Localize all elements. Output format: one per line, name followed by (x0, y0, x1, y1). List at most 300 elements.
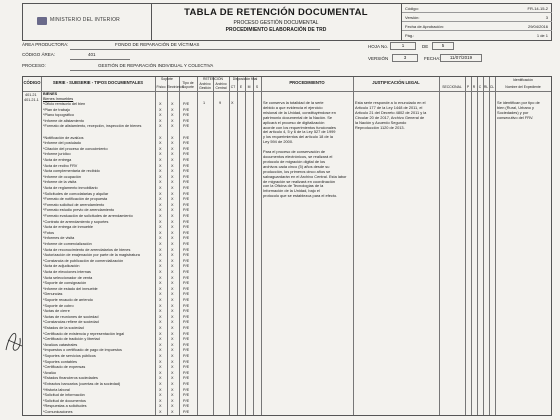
header-clasif-p: P (466, 85, 470, 89)
support-mark: X (171, 410, 174, 414)
support-mark: X (159, 376, 162, 381)
col-divider (197, 77, 198, 415)
document-type-item: *Acta de adjudicación (43, 264, 80, 269)
support-mark: X (171, 107, 174, 112)
support-mark: X (171, 398, 174, 403)
support-type-mark: P/E (183, 180, 190, 185)
document-subtitle-2: PROCEDIMIENTO ELABORACIÓN DE TRD (225, 27, 327, 33)
support-mark: X (171, 359, 174, 364)
subseries-code: 401.21.1 (24, 98, 39, 102)
col-divider (167, 77, 168, 415)
series-name: BIENES (43, 92, 58, 96)
version-value: 3 (392, 54, 418, 62)
support-mark: X (171, 169, 174, 174)
support-mark: X (171, 326, 174, 330)
document-type-item: *Estados de la sociedad (43, 326, 84, 330)
document-type-item: *Actas de reuniones de sociedad (43, 314, 99, 319)
header-justificacion: JUSTIFICACIÓN LEGAL (372, 80, 420, 85)
header-soporte-electronico: Electrónico (167, 85, 184, 89)
support-mark: X (171, 370, 174, 375)
document-type-item: *Acta de reglamento inmobiliario (43, 186, 98, 190)
support-mark: X (159, 191, 162, 196)
support-mark: X (159, 270, 162, 274)
document-type-item: *Informe de ocupación (43, 174, 81, 179)
support-mark: X (159, 186, 162, 190)
document-type-item: *Notificación de avalúos (43, 135, 84, 140)
area-label: ÁREA PRODUCTORA: (22, 42, 69, 47)
support-mark: X (171, 214, 174, 218)
col-divider (155, 77, 156, 415)
support-mark: X (159, 309, 162, 314)
support-mark: X (159, 135, 162, 140)
support-type-mark: P/E (183, 348, 190, 353)
header-serie: SERIE - SUBSERIE - TIPOS DOCUMENTALES (52, 80, 144, 85)
support-mark: X (159, 387, 162, 392)
support-type-mark: P/E (183, 107, 190, 112)
support-mark: X (159, 253, 162, 258)
support-type-mark: P/E (183, 258, 190, 263)
support-mark: X (159, 236, 162, 241)
support-mark: X (171, 141, 174, 146)
support-mark: X (159, 242, 162, 246)
disposition-mark: X (231, 101, 234, 105)
col-divider (237, 77, 238, 415)
support-type-mark: P/E (183, 303, 190, 308)
support-mark: X (171, 292, 174, 297)
header-divider (23, 91, 551, 92)
area-value: FONDO DE REPARACIÓN DE VÍCTIMAS (115, 42, 200, 47)
document-type-item: *Soportes de servicios públicos (43, 354, 96, 358)
document-type-item: *Soportes contables (43, 359, 77, 364)
support-mark: X (171, 146, 174, 151)
document-type-item: *Autorización de enajenación por parte de la magistratura (43, 253, 140, 258)
document-type-item: *Actas de cierre (43, 309, 70, 314)
document-type-item: *Formato solicitud de arrendamiento (43, 202, 105, 207)
support-type-mark: P/E (183, 398, 190, 403)
col-divider (245, 77, 246, 415)
support-mark: X (159, 158, 162, 162)
support-type-mark: P/E (183, 342, 190, 347)
support-mark: X (171, 320, 174, 325)
document-type-item: *Acta complementaria de recibido (43, 169, 100, 174)
codigo-value: 401 (88, 52, 96, 57)
support-mark: X (159, 169, 162, 174)
document-type-item: *Informe del postulado (43, 141, 81, 146)
document-type-item: *Comunicaciones (43, 410, 73, 414)
header-disposicion: Disposición final (232, 77, 258, 81)
document-type-item: *Acta de recibo FRV (43, 163, 78, 168)
document-subtitle: PROCESO GESTIÓN DOCUMENTAL (233, 20, 319, 26)
support-mark: X (159, 331, 162, 336)
series-code: 401.21 (25, 93, 37, 97)
document-type-item: *Formato evaluación de solicitudes de arrendamiento (43, 214, 133, 218)
document-type-item: *Citación del proceso de conocimiento (43, 146, 108, 151)
support-mark: X (159, 398, 162, 403)
support-mark: X (159, 337, 162, 342)
header-tipo-soporte: Tipo de Soporte (182, 81, 194, 89)
support-mark: X (171, 393, 174, 398)
support-type-mark: P/E (183, 331, 190, 336)
support-mark: X (171, 135, 174, 140)
support-mark: X (159, 174, 162, 179)
meta-key: Código: (405, 5, 419, 11)
support-mark: X (171, 180, 174, 185)
logo-text: MINISTERIO DEL INTERIOR (50, 17, 120, 23)
support-type-mark: P/E (183, 326, 190, 330)
meta-row (402, 31, 552, 39)
support-mark: X (171, 225, 174, 230)
support-type-mark: P/E (183, 225, 190, 230)
document-type-item: *Informe de la visita (43, 180, 77, 185)
support-type-mark: P/E (183, 214, 190, 218)
col-divider (439, 77, 440, 415)
support-mark: X (171, 202, 174, 207)
support-type-mark: P/E (183, 320, 190, 325)
procedimiento-text: Se conserva la totalidad de la serie debido a que evidencia el ejercicio misional de la Unidad, constituyéndose en patrimonio documental de la Nación. Se aplicará el proceso de digitalización acorde con los requerimientos funcionales del artículo 4, 5 y 6 de la Ley 527 de 1999 y los requerimientos del artículo 18 de la Ley 594 de 2000. Para el proceso de conservación de documentos electrónicos, se realizará el protocolo de migración digital de los archivos cada cinco (5) años desde su producción, los primeros cinco años se salvaguardarán en el Archivo Central. Esta labor de migración se realizará en coordinación con la Oficina de Tecnologías de la Información de la Unidad, bajo el protocolo que se establezca para el efecto. (263, 100, 347, 199)
support-mark: X (159, 247, 162, 252)
support-type-mark: P/E (183, 236, 190, 241)
support-mark: X (159, 354, 162, 358)
document-title: TABLA DE RETENCIÓN DOCUMENTAL (184, 7, 368, 18)
header-clasif-r: R (472, 85, 476, 89)
support-type-mark: P/E (183, 253, 190, 258)
support-mark: X (159, 118, 162, 123)
support-mark: X (171, 286, 174, 291)
meta-key: Pág.: (405, 32, 415, 38)
support-mark: X (159, 102, 162, 106)
meta-row (402, 4, 552, 13)
document-type-item: *Acta de entrega de inmueble (43, 225, 94, 230)
support-type-mark: P/E (183, 264, 190, 269)
support-type-mark: P/E (183, 202, 190, 207)
support-type-mark: P/E (183, 191, 190, 196)
handwritten-signature-icon (2, 300, 26, 360)
support-type-mark: P/E (183, 292, 190, 297)
support-type-mark: P/E (183, 169, 190, 174)
support-mark: X (159, 370, 162, 375)
col-divider (353, 77, 354, 415)
header-clasif-seccional: SECCIONAL (442, 85, 462, 89)
document-type-item: *Soporte recaudo de arriendo (43, 298, 93, 302)
support-type-mark: P/E (183, 286, 190, 291)
support-mark: X (171, 158, 174, 162)
support-mark: X (171, 208, 174, 213)
meta-row (402, 22, 552, 31)
document-type-item: *Certificado de existencia y representación legal (43, 331, 125, 336)
support-type-mark: P/E (183, 113, 190, 118)
support-mark: X (159, 107, 162, 112)
support-mark: X (159, 320, 162, 325)
support-type-mark: P/E (183, 382, 190, 386)
support-type-mark: P/E (183, 146, 190, 151)
support-mark: X (159, 348, 162, 353)
area-underline (70, 49, 320, 50)
support-type-mark: P/E (183, 102, 190, 106)
document-type-item: *Formato de notificación de propuesta (43, 197, 108, 202)
header-clasif-cl: CL (489, 85, 495, 89)
title-cell (151, 4, 401, 40)
col-divider (179, 77, 180, 415)
support-mark: X (171, 331, 174, 336)
support-mark: X (171, 354, 174, 358)
support-mark: X (159, 124, 162, 129)
support-mark: X (171, 152, 174, 157)
support-mark: X (171, 404, 174, 409)
document-type-item: *Acta de reconocimiento de arrendatarios de bienes (43, 247, 131, 252)
header-disp-m: M (247, 85, 251, 89)
document-type-item: *Plan de trabajo (43, 107, 71, 112)
document-type-item: *Historia laboral (43, 387, 70, 392)
retention-gestion-value: 1 (203, 101, 206, 105)
document-type-item: *Informe de comercialización (43, 242, 92, 246)
logo-cell (23, 4, 152, 40)
header-nombre-expediente: Nombre del Expediente (505, 85, 541, 89)
support-mark: X (159, 382, 162, 386)
codigo-underline (70, 59, 130, 60)
support-mark: X (171, 163, 174, 168)
support-mark: X (171, 236, 174, 241)
document-type-item: *Solicitud de información (43, 393, 85, 398)
document-type-item: *Soporte de cobro (43, 303, 74, 308)
support-type-mark: P/E (183, 359, 190, 364)
document-type-item: *Certificado de expensas (43, 365, 86, 370)
header-soporte-fisico: Físico (156, 85, 166, 89)
document-type-item: *Extractos bancarios (cuentas de la sociedad) (43, 382, 121, 386)
support-type-mark: P/E (183, 174, 190, 179)
support-mark: X (171, 382, 174, 386)
support-mark: X (159, 113, 162, 118)
support-mark: X (171, 298, 174, 302)
header-disp-ct: CT (230, 85, 236, 89)
support-mark: X (171, 342, 174, 347)
support-type-mark: P/E (183, 337, 190, 342)
col-divider (495, 77, 496, 415)
col-divider (41, 77, 42, 415)
support-mark: X (159, 286, 162, 291)
support-type-mark: P/E (183, 370, 190, 375)
support-mark: X (171, 264, 174, 269)
col-divider (477, 77, 478, 415)
support-type-mark: P/E (183, 314, 190, 319)
hoja-label: HOJA No. (368, 44, 389, 49)
document-type-item: *Solicitudes de comodatarias y alquilar (43, 191, 109, 196)
support-type-mark: P/E (183, 275, 190, 280)
identificacion-text: Se identifican por tipo de bien (Rural, Urbano y Sociedades) y por consecutivo del FRV. (497, 100, 540, 120)
header-ret-central: Archivo Central (215, 82, 227, 90)
meta-value: 3 (545, 14, 548, 20)
col-divider (213, 77, 214, 415)
ministry-logo-icon (37, 17, 47, 25)
support-mark: X (159, 314, 162, 319)
meta-row (402, 13, 552, 22)
support-type-mark: P/E (183, 393, 190, 398)
support-mark: X (159, 152, 162, 157)
support-type-mark: P/E (183, 135, 190, 140)
support-mark: X (171, 113, 174, 118)
document-type-item: *Impuestos o certificado de pago de impuestos (43, 348, 122, 353)
col-divider (261, 77, 262, 415)
support-type-mark: P/E (183, 152, 190, 157)
subseries-name: Bienes Inmuebles (43, 97, 74, 101)
document-type-item: *Contrato de arrendamiento y soportes (43, 219, 109, 224)
document-type-item: *Constancia de publicación de comercialización (43, 258, 124, 263)
fecha-label: FECHA: (424, 56, 441, 61)
document-type-item: *Acta de entrega (43, 158, 72, 162)
support-mark: X (159, 410, 162, 414)
support-type-mark: P/E (183, 247, 190, 252)
support-mark: X (159, 230, 162, 235)
support-type-mark: P/E (183, 410, 190, 414)
support-mark: X (171, 314, 174, 319)
support-type-mark: P/E (183, 242, 190, 246)
col-divider (489, 77, 490, 415)
support-mark: X (159, 141, 162, 146)
support-mark: X (159, 197, 162, 202)
header-clasif-c: C (478, 85, 482, 89)
support-mark: X (171, 197, 174, 202)
support-mark: X (171, 337, 174, 342)
support-type-mark: P/E (183, 208, 190, 213)
support-mark: X (171, 309, 174, 314)
support-mark: X (171, 365, 174, 370)
meta-cell (401, 4, 552, 40)
hoja-value: 1 (390, 42, 416, 50)
support-mark: X (159, 303, 162, 308)
support-type-mark: P/E (183, 124, 190, 129)
support-mark: X (171, 118, 174, 123)
support-type-mark: P/E (183, 281, 190, 286)
document-type-item: *Soporte de consignación (43, 281, 87, 286)
support-type-mark: P/E (183, 354, 190, 358)
support-mark: X (171, 102, 174, 106)
document-type-item: *Acta seleccionador de venta (43, 275, 93, 280)
support-mark: X (171, 124, 174, 129)
meta-key: Fecha de Aprobación: (405, 23, 444, 29)
proceso-value: GESTIÓN DE REPARACIÓN INDIVIDUAL Y COLECTIVA (98, 63, 214, 68)
header-disp-s: S (255, 85, 259, 89)
support-mark: X (159, 264, 162, 269)
document-type-item: *Oficio remisorio del bien (43, 102, 86, 106)
meta-key: Versión: (405, 14, 420, 20)
document-type-item: *Estados financieros sociedades (43, 376, 98, 381)
support-mark: X (159, 342, 162, 347)
header-procedimiento: PROCEDIMIENTO (289, 80, 325, 85)
document-type-item: *Denuncias (43, 292, 63, 297)
document-type-item: *Respuestas a solicitudes (43, 404, 87, 409)
support-mark: X (159, 219, 162, 224)
support-type-mark: P/E (183, 163, 190, 168)
document-type-item: *Informe de alistamiento (43, 118, 84, 123)
retention-table (22, 76, 552, 416)
version-label: VERSIÓN (368, 56, 389, 61)
support-type-mark: P/E (183, 230, 190, 235)
header-retencion: RETENCIÓN (203, 77, 223, 81)
support-mark: X (159, 202, 162, 207)
header-soporte: Soporte (161, 77, 173, 81)
support-type-mark: P/E (183, 186, 190, 190)
document-type-item: *Solicitud de documentos (43, 398, 86, 403)
meta-value: 1 de 1 (536, 32, 548, 38)
support-mark: X (159, 404, 162, 409)
de-label: DE (422, 44, 429, 49)
support-mark: X (171, 258, 174, 263)
support-mark: X (159, 208, 162, 213)
support-mark: X (171, 348, 174, 353)
fecha-value: 11/07/2019 (440, 54, 482, 62)
proceso-underline (70, 70, 320, 71)
support-mark: X (159, 281, 162, 286)
document-header (22, 3, 552, 41)
justificacion-text: Esta serie responde a lo enunciado en el Artículo 177 de la Ley 1448 de 2011, el Artículo 21 del Decreto 4802 de 2011 y la Circular 20 de 2017, Archivo General de la Nación y Acuerdo Segundo Reproducción 1120 de 2013. (355, 100, 427, 130)
document-type-item: *Informe jurídico (43, 152, 71, 157)
support-mark: X (171, 174, 174, 179)
document-type-item: *Formato estudio previo de arrendamiento (43, 208, 115, 213)
support-type-mark: P/E (183, 197, 190, 202)
support-mark: X (171, 387, 174, 392)
support-type-mark: P/E (183, 118, 190, 123)
proceso-label: PROCESO: (22, 63, 46, 68)
support-mark: X (159, 326, 162, 330)
header-identificacion: Identificación (513, 78, 533, 82)
support-mark: X (159, 214, 162, 218)
document-type-item: *Fotos (43, 230, 54, 235)
support-mark: X (159, 180, 162, 185)
col-divider (471, 77, 472, 415)
document-type-item: *Plano topográfico (43, 113, 75, 118)
support-type-mark: P/E (183, 309, 190, 314)
support-mark: X (159, 146, 162, 151)
support-mark: X (171, 275, 174, 280)
support-type-mark: P/E (183, 376, 190, 381)
support-mark: X (171, 191, 174, 196)
meta-value: 29/04/2016 (527, 23, 548, 29)
support-type-mark: P/E (183, 219, 190, 224)
document-type-item: *Avalúos catastrales (43, 342, 78, 347)
col-divider (465, 77, 466, 415)
support-mark: X (171, 219, 174, 224)
header-codigo: CÓDIGO (23, 80, 41, 85)
col-divider (483, 77, 484, 415)
document-type-item: *Informe de estado del inmueble (43, 286, 98, 291)
support-mark: X (159, 225, 162, 230)
codigo-label: CÓDIGO ÁREA: (22, 52, 56, 57)
support-mark: X (171, 253, 174, 258)
document-type-item: *Certificado de tradición y libertad (43, 337, 100, 342)
support-mark: X (171, 303, 174, 308)
retention-central-value: 9 (219, 101, 222, 105)
support-type-mark: P/E (183, 387, 190, 392)
support-type-mark: P/E (183, 270, 190, 274)
support-mark: X (159, 163, 162, 168)
support-type-mark: P/E (183, 298, 190, 302)
document-type-item: *Avalúo (43, 370, 57, 375)
support-mark: X (171, 270, 174, 274)
document-type-item: *Constancias refiere de sociedad (43, 320, 99, 325)
document-type-item: *Informes de visita (43, 236, 75, 241)
support-mark: X (159, 258, 162, 263)
de-value: 5 (432, 42, 454, 50)
support-mark: X (171, 242, 174, 246)
support-mark: X (159, 275, 162, 280)
support-mark: X (159, 359, 162, 364)
support-mark: X (159, 393, 162, 398)
support-mark: X (159, 292, 162, 297)
col-divider (229, 77, 230, 415)
support-mark: X (171, 230, 174, 235)
support-mark: X (171, 186, 174, 190)
support-mark: X (171, 247, 174, 252)
header-clasif-rl: RL (483, 85, 489, 89)
